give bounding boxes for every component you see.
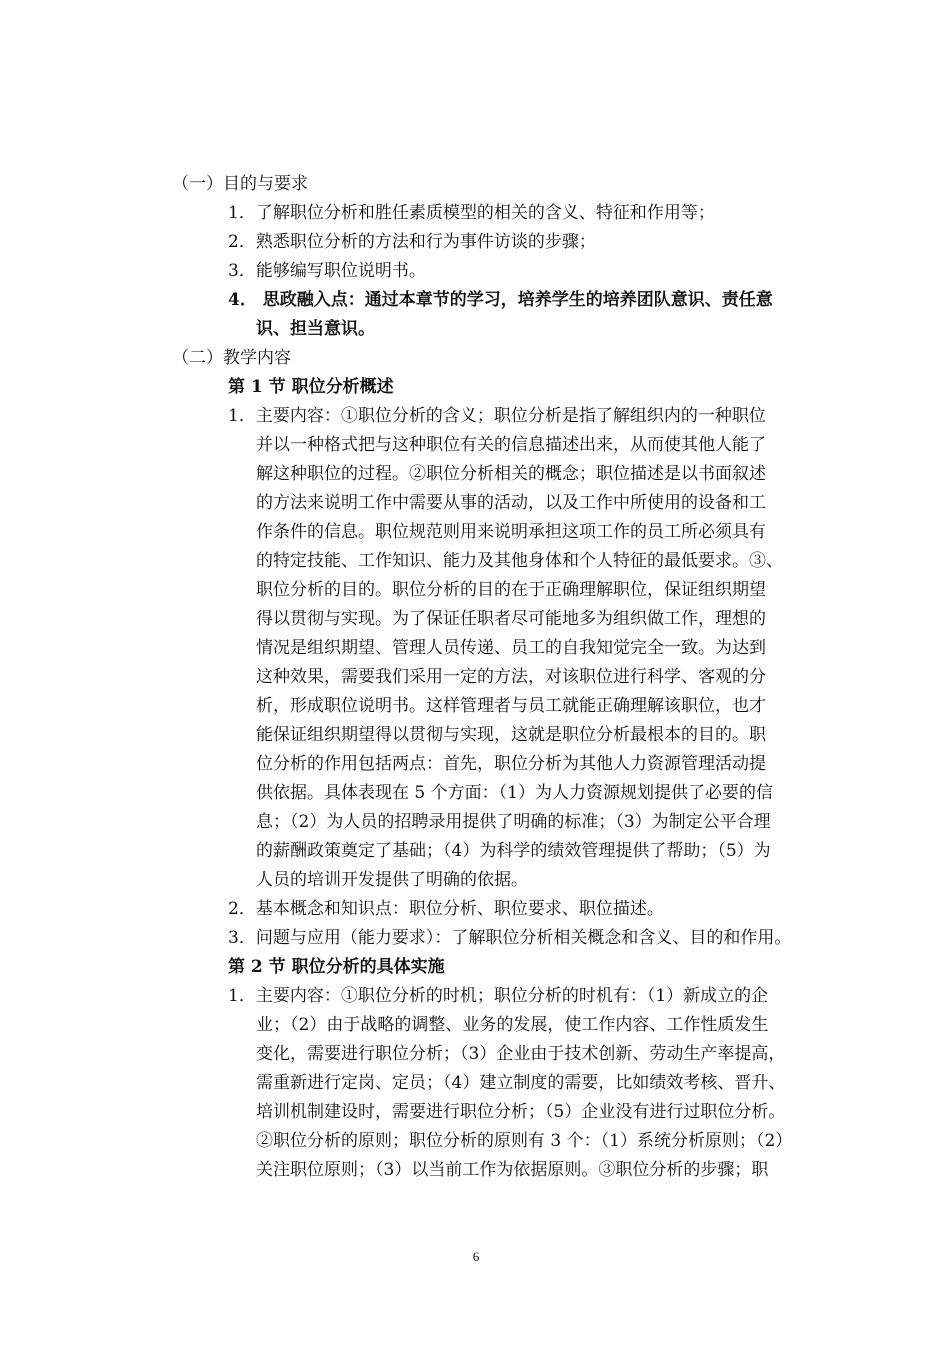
chapter-1-item-1-line: 能保证组织期望得以贯彻与实现，这就是职位分析最根本的目的。职 <box>256 725 766 745</box>
objective-item-2: 2．熟悉职位分析的方法和行为事件访谈的步骤； <box>228 232 596 252</box>
chapter-2-item-1-line: 培训机制建设时，需要进行职位分析；（5）企业没有进行过职位分析。 <box>256 1102 786 1122</box>
chapter-1-title: 第 1 节 职位分析概述 <box>228 377 394 397</box>
chapter-1-item-1-line: 并以一种格式把与这种职位有关的信息描述出来，从而使其他人能了 <box>256 435 766 455</box>
chapter-1-item-1-line: 析，形成职位说明书。这样管理者与员工就能正确理解该职位，也才 <box>256 696 766 716</box>
objective-item-3: 3．能够编写职位说明书。 <box>228 261 426 281</box>
section-heading-content: （二）教学内容 <box>172 348 291 368</box>
chapter-1-item-2: 2．基本概念和知识点：职位分析、职位要求、职位描述。 <box>228 899 664 919</box>
chapter-2-title: 第 2 节 职位分析的具体实施 <box>228 957 445 977</box>
chapter-1-item-1-line: 解这种职位的过程。②职位分析相关的概念；职位描述是以书面叙述 <box>256 464 766 484</box>
chapter-2-item-1-line: ②职位分析的原则；职位分析的原则有 3 个：（1）系统分析原则；（2） <box>256 1131 793 1151</box>
chapter-1-item-1-line: 情况是组织期望、管理人员传递、员工的自我知觉完全一致。为达到 <box>256 638 766 658</box>
chapter-1-item-1-line: 得以贯彻与实现。为了保证任职者尽可能地多为组织做工作，理想的 <box>256 609 766 629</box>
page-number: 6 <box>472 1249 480 1264</box>
chapter-1-item-1-line: 位分析的作用包括两点：首先，职位分析为其他人力资源管理活动提 <box>256 754 766 774</box>
chapter-1-item-1-line: 的薪酬政策奠定了基础；（4）为科学的绩效管理提供了帮助；（5）为 <box>256 841 771 861</box>
chapter-1-item-1-line: 人员的培训开发提供了明确的依据。 <box>256 870 528 890</box>
chapter-2-item-1-line: 变化，需要进行职位分析；（3）企业由于技术创新、劳动生产率提高， <box>256 1044 786 1064</box>
section-heading-objectives: （一）目的与要求 <box>172 174 308 194</box>
chapter-1-item-1-line: 这种效果，需要我们采用一定的方法，对该职位进行科学、客观的分 <box>256 667 766 687</box>
chapter-2-item-1-line: 关注职位原则；（3）以当前工作为依据原则。③职位分析的步骤；职 <box>256 1160 769 1180</box>
chapter-1-item-1-line: 的特定技能、工作知识、能力及其他身体和个人特征的最低要求。③、 <box>256 551 783 571</box>
chapter-1-item-1-line: 1．主要内容：①职位分析的含义；职位分析是指了解组织内的一种职位 <box>228 406 766 426</box>
chapter-1-item-1-line: 的方法来说明工作中需要从事的活动，以及工作中所使用的设备和工 <box>256 493 766 513</box>
chapter-2-item-1-line: 需重新进行定岗、定员；（4）建立制度的需要，比如绩效考核、晋升、 <box>256 1073 786 1093</box>
chapter-1-item-1-line: 息；（2）为人员的招聘录用提供了明确的标准；（3）为制定公平合理 <box>256 812 771 832</box>
objective-item-1: 1．了解职位分析和胜任素质模型的相关的含义、特征和作用等； <box>228 203 715 223</box>
ideology-point-line-2: 识、担当意识。 <box>256 319 375 339</box>
chapter-1-item-1-line: 作条件的信息。职位规范则用来说明承担这项工作的员工所必须具有 <box>256 522 766 542</box>
chapter-2-item-1-line: 业；（2）由于战略的调整、业务的发展，使工作内容、工作性质发生 <box>256 1015 769 1035</box>
chapter-1-item-1-line: 职位分析的目的。职位分析的目的在于正确理解职位，保证组织期望 <box>256 580 766 600</box>
chapter-2-item-1-line: 1．主要内容：①职位分析的时机；职位分析的时机有：（1）新成立的企 <box>228 986 769 1006</box>
chapter-1-item-3: 3．问题与应用（能力要求）：了解职位分析相关概念和含义、目的和作用。 <box>228 928 792 948</box>
ideology-point-line-1: 4． 思政融入点：通过本章节的学习，培养学生的培养团队意识、责任意 <box>228 290 773 310</box>
chapter-1-item-1-line: 供依据。具体表现在 5 个方面：（1）为人力资源规划提供了必要的信 <box>256 783 773 803</box>
